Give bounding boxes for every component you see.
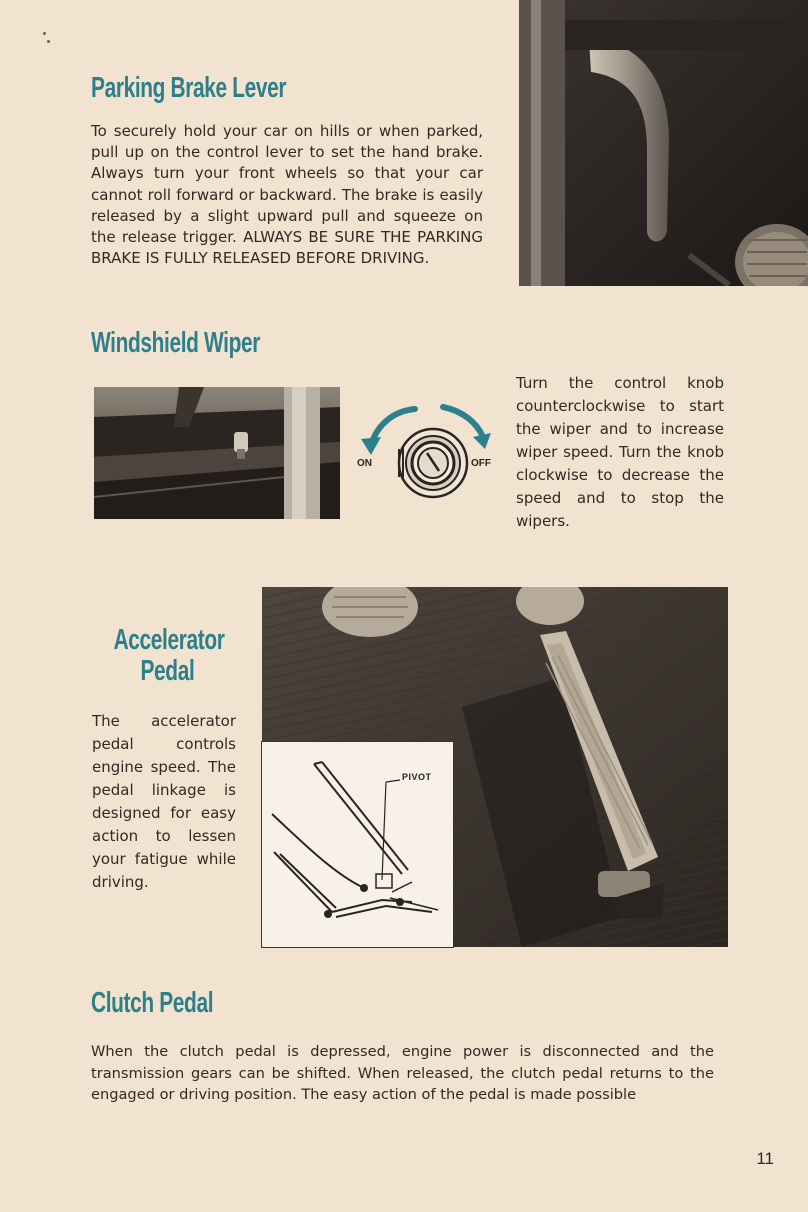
paper-speck (43, 32, 46, 35)
windshield-wiper-text: Turn the control knob counterclockwise to start the wiper and to increase wiper speed. Turn the knob clockwise to decrease the speed and to stop the wipers. (516, 374, 724, 530)
knob-on-label: ON (357, 458, 372, 469)
windshield-wiper-title: Windshield Wiper (91, 327, 261, 359)
accelerator-title-line2: Pedal (140, 655, 194, 687)
paper-speck (47, 40, 50, 43)
accelerator-title (92, 624, 242, 688)
accelerator-text: The accelerator pedal controls engine speed. The pedal linkage is designed for easy action to lessen your fatigue while driving. (92, 712, 236, 891)
clutch-pedal-title: Clutch Pedal (91, 987, 214, 1019)
page-number: 11 (756, 1149, 774, 1168)
wiper-knob-diagram (355, 397, 500, 509)
wiper-dashboard-photo (94, 387, 340, 519)
parking-brake-text: To securely hold your car on hills or when parked, pull up on the control lever to set the hand brake. Always turn your front wheels so that your car cannot roll forward or backward. The brake is easily released by a slight upward pull and squeeze on the release trigger. ALWAYS BE SURE THE PARKING BRAKE IS FULLY RELEASED BEFORE DRIVING. (91, 122, 483, 268)
parking-brake-photo (519, 0, 808, 286)
accelerator-title-line1: Accelerator (113, 624, 225, 656)
pedal-linkage-diagram (261, 741, 454, 948)
knob-off-label: OFF (471, 458, 491, 469)
parking-brake-title: Parking Brake Lever (91, 72, 287, 104)
pivot-label: PIVOT (402, 772, 432, 782)
clutch-pedal-text: When the clutch pedal is depressed, engine power is disconnected and the transmission gears can be shifted. When released, the clutch pedal returns to the engaged or driving position. The easy action of the pedal is made possible (91, 1043, 714, 1103)
